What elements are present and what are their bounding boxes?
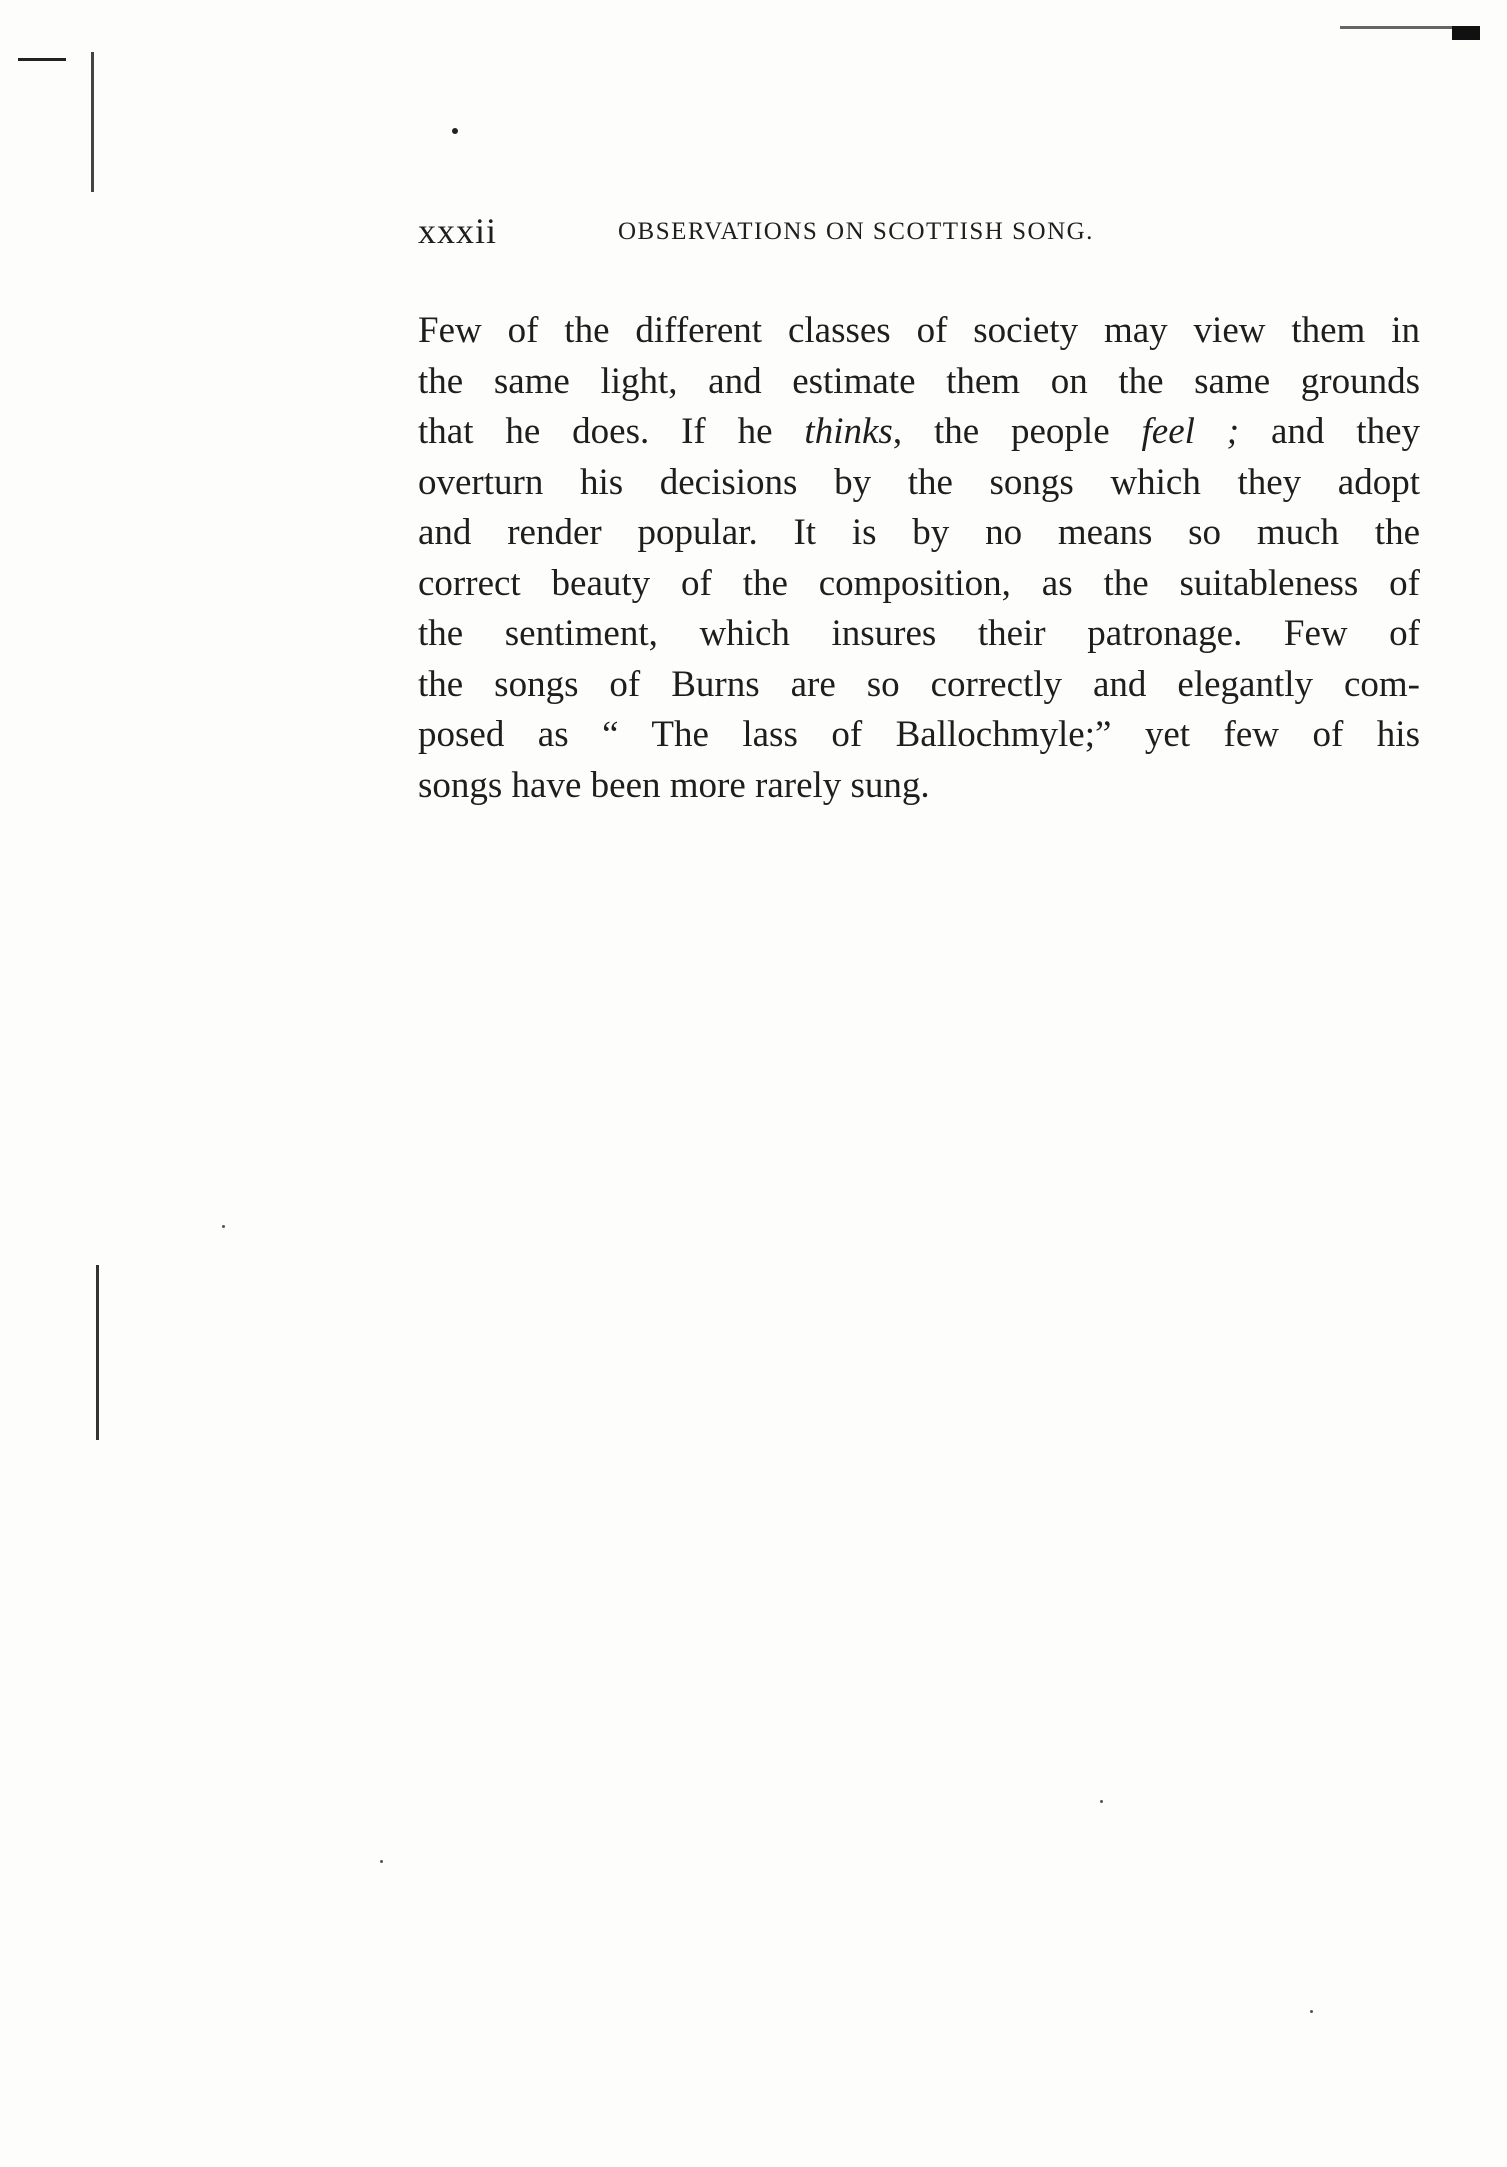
text-line: the songs of Burns are so correctly and elegantly com- (418, 663, 1420, 705)
binding-mark (1452, 26, 1480, 40)
binding-mark (91, 52, 94, 192)
text-line: Few of the different classes of society may view them in (418, 310, 1420, 351)
italic-word: thinks (804, 411, 893, 452)
speck (1100, 1800, 1103, 1803)
text-run: , the people (892, 411, 1142, 452)
text-line: the sentiment, which insures their patronage. Few of (418, 613, 1420, 654)
page-header (418, 206, 1418, 256)
text-line: overturn his decisions by the songs which they adopt (418, 461, 1420, 503)
binding-mark (18, 58, 66, 61)
speck (452, 128, 458, 134)
body-paragraph (418, 306, 1420, 811)
page-number: xxxii (418, 211, 498, 251)
text-run: that he does. If he (418, 411, 805, 452)
speck (380, 1860, 383, 1863)
text-line: posed as “ The lass of Ballochmyle;” yet few of his (418, 714, 1420, 755)
text-line: the same light, and estimate them on the same grounds (418, 360, 1420, 402)
speck (1310, 2010, 1313, 2013)
text-line: correct beauty of the composition, as the suitableness of (418, 562, 1420, 604)
italic-word: feel ; (1141, 411, 1240, 452)
text-line: and render popular. It is by no means so much the (418, 512, 1420, 553)
text-line: songs have been more rarely sung. (418, 764, 930, 806)
text-line (418, 407, 1420, 458)
text-run: and they (1239, 411, 1420, 452)
binding-mark (96, 1265, 99, 1440)
speck (222, 1225, 225, 1228)
running-head: OBSERVATIONS ON SCOTTISH SONG. (618, 218, 1094, 245)
